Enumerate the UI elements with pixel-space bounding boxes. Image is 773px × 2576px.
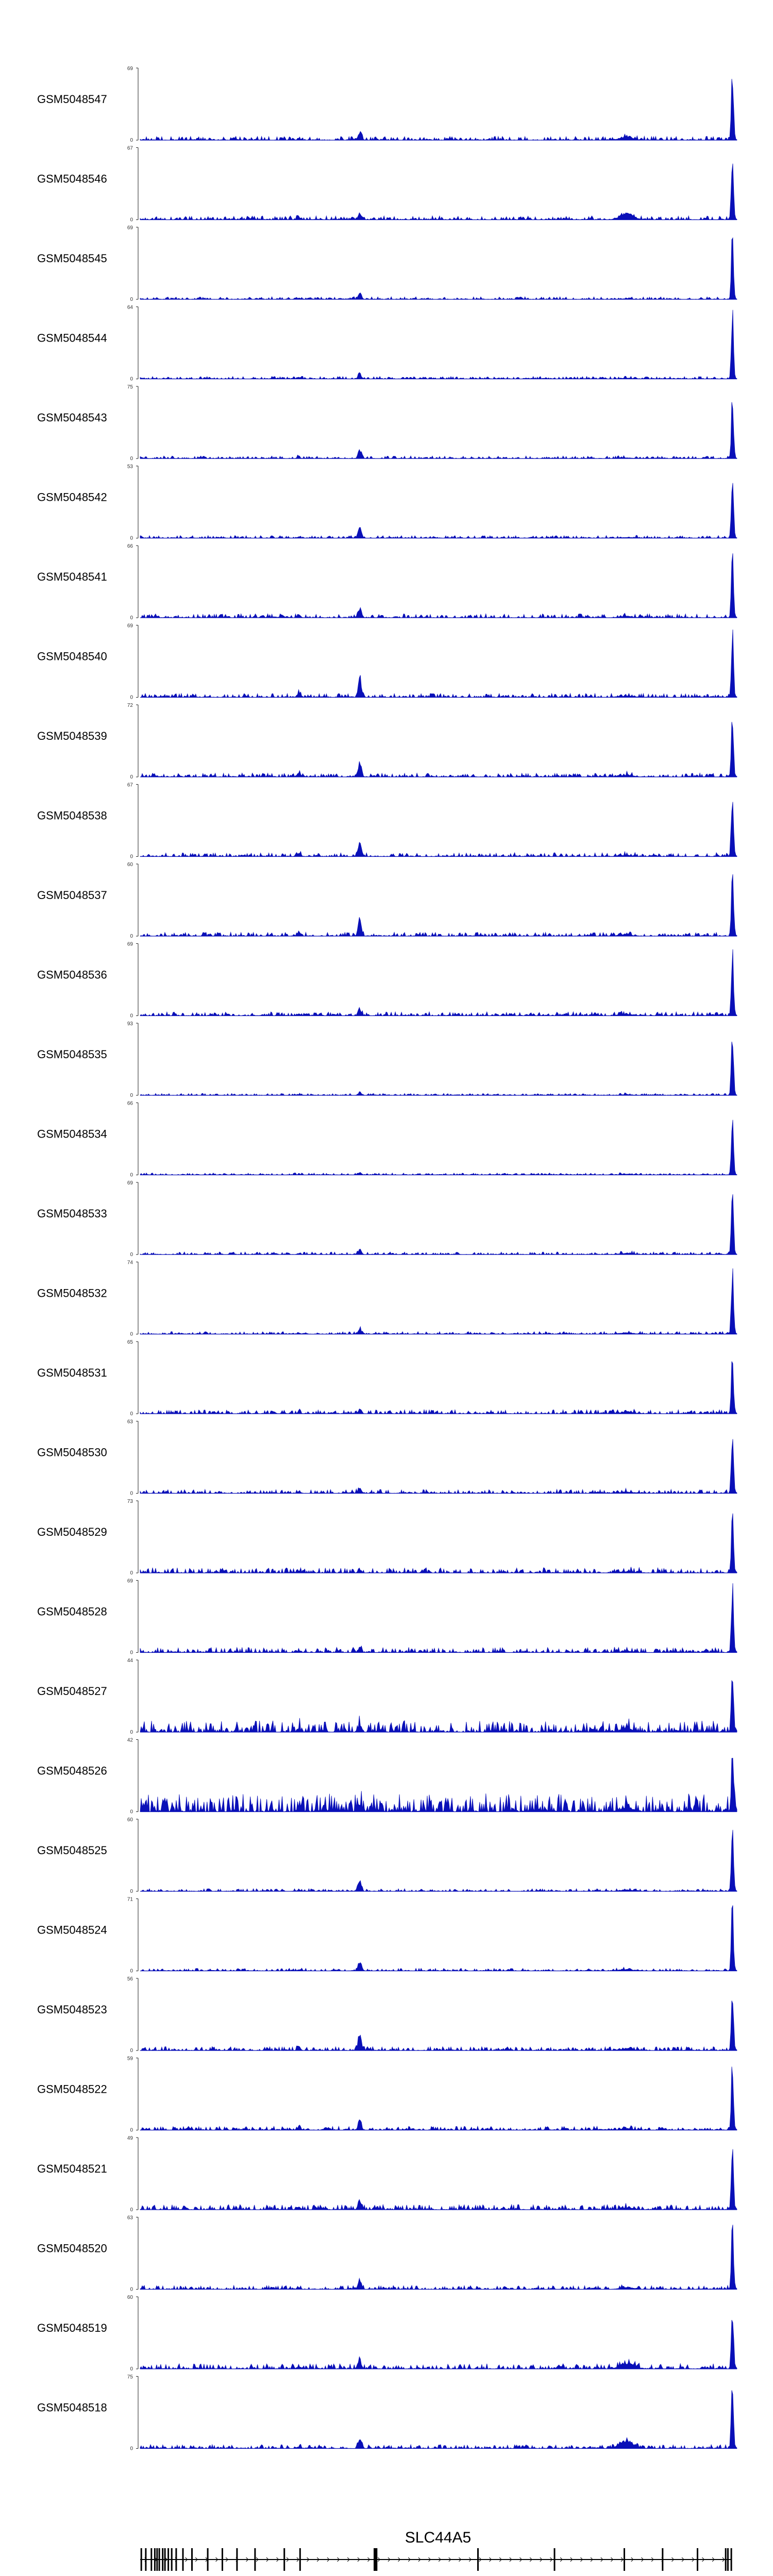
track-GSM5048523 xyxy=(37,1976,737,2054)
y-min-label: 0 xyxy=(130,2207,133,2213)
track-GSM5048544 xyxy=(37,305,737,382)
signal-area xyxy=(140,2225,737,2289)
track-GSM5048529 xyxy=(37,1499,737,1576)
signal-area xyxy=(140,1268,737,1334)
signal-area xyxy=(140,950,737,1016)
track-GSM5048541 xyxy=(37,544,737,621)
gene-exon xyxy=(236,2548,238,2571)
signal-area xyxy=(140,553,737,618)
track-GSM5048519 xyxy=(37,2295,737,2372)
y-max-label: 53 xyxy=(127,464,133,470)
signal-area xyxy=(140,1830,737,1891)
gene-exon xyxy=(554,2548,556,2571)
gene-exon xyxy=(150,2548,152,2571)
track-label: GSM5048546 xyxy=(37,172,107,185)
y-min-label: 0 xyxy=(130,854,133,860)
signal-area xyxy=(140,1362,737,1414)
track-GSM5048539 xyxy=(37,703,737,780)
gene-exon xyxy=(207,2548,209,2571)
track-GSM5048536 xyxy=(37,942,737,1019)
y-max-label: 56 xyxy=(127,1976,133,1982)
track-label: GSM5048544 xyxy=(37,331,107,345)
gene-exon xyxy=(167,2548,169,2571)
signal-area xyxy=(140,2066,737,2130)
track-GSM5048527 xyxy=(37,1658,737,1735)
y-min-label: 0 xyxy=(130,694,133,701)
y-min-label: 0 xyxy=(130,1093,133,1098)
track-label: GSM5048537 xyxy=(37,889,107,902)
y-min-label: 0 xyxy=(130,615,133,621)
track-label: GSM5048530 xyxy=(37,1446,107,1459)
track-label: GSM5048520 xyxy=(37,2242,107,2255)
track-label: GSM5048525 xyxy=(37,1844,107,1857)
y-max-label: 60 xyxy=(127,1817,133,1823)
y-min-label: 0 xyxy=(130,774,133,780)
y-min-label: 0 xyxy=(130,217,133,223)
y-max-label: 65 xyxy=(127,1340,133,1345)
y-max-label: 63 xyxy=(127,1419,133,1425)
track-GSM5048537 xyxy=(37,862,737,939)
track-label: GSM5048519 xyxy=(37,2321,107,2334)
signal-area xyxy=(140,1905,737,1971)
gene-exon xyxy=(164,2548,166,2571)
gene-exon xyxy=(731,2548,732,2571)
y-min-label: 0 xyxy=(130,1809,133,1815)
y-min-label: 0 xyxy=(130,1650,133,1656)
gene-exon xyxy=(159,2548,160,2571)
track-label: GSM5048521 xyxy=(37,2162,107,2175)
signal-area xyxy=(140,1194,737,1255)
y-max-label: 60 xyxy=(127,862,133,868)
y-max-label: 59 xyxy=(127,2056,133,2062)
track-GSM5048540 xyxy=(37,623,737,701)
gene-exon xyxy=(182,2548,184,2571)
track-GSM5048535 xyxy=(37,1021,737,1098)
signal-area xyxy=(140,238,737,299)
y-min-label: 0 xyxy=(130,1252,133,1258)
y-min-label: 0 xyxy=(130,1331,133,1337)
track-GSM5048532 xyxy=(37,1260,737,1337)
signal-area xyxy=(140,79,737,140)
y-max-label: 69 xyxy=(127,941,133,947)
y-max-label: 66 xyxy=(127,544,133,549)
track-label: GSM5048522 xyxy=(37,2082,107,2096)
track-label: GSM5048524 xyxy=(37,1923,107,1937)
track-GSM5048518 xyxy=(37,2375,737,2452)
y-max-label: 64 xyxy=(127,304,133,311)
track-label: GSM5048523 xyxy=(37,2003,107,2016)
y-min-label: 0 xyxy=(130,1570,133,1576)
track-label: GSM5048526 xyxy=(37,1764,107,1777)
gene-exon xyxy=(145,2548,146,2571)
gene-exon xyxy=(154,2548,156,2571)
track-GSM5048547 xyxy=(37,66,737,143)
track-label: GSM5048538 xyxy=(37,809,107,822)
y-max-label: 60 xyxy=(127,2295,133,2300)
gene-exon xyxy=(222,2548,223,2571)
y-min-label: 0 xyxy=(130,934,133,939)
track-GSM5048538 xyxy=(37,783,737,860)
y-max-label: 49 xyxy=(127,2136,133,2141)
y-min-label: 0 xyxy=(130,376,133,382)
track-label: GSM5048527 xyxy=(37,1685,107,1698)
y-max-label: 71 xyxy=(127,1896,133,1903)
gene-exon xyxy=(283,2548,285,2571)
signal-area xyxy=(140,802,737,857)
gene-exon xyxy=(624,2548,625,2571)
signal-area xyxy=(140,2149,737,2210)
signal-tracks xyxy=(37,66,737,2452)
track-label: GSM5048536 xyxy=(37,968,107,981)
gene-exon xyxy=(141,2548,142,2571)
gene-exon xyxy=(162,2548,163,2571)
y-max-label: 42 xyxy=(127,1737,133,1743)
y-min-label: 0 xyxy=(130,297,133,302)
y-max-label: 69 xyxy=(127,66,133,72)
track-GSM5048524 xyxy=(37,1897,737,1974)
y-min-label: 0 xyxy=(130,2048,133,2054)
track-GSM5048531 xyxy=(37,1340,737,1417)
y-max-label: 44 xyxy=(127,1658,133,1664)
y-max-label: 67 xyxy=(127,145,133,151)
track-GSM5048528 xyxy=(37,1579,737,1656)
y-max-label: 75 xyxy=(127,384,133,390)
y-min-label: 0 xyxy=(130,1889,133,1894)
track-label: GSM5048535 xyxy=(37,1048,107,1061)
y-max-label: 73 xyxy=(127,1499,133,1504)
y-min-label: 0 xyxy=(130,1172,133,1178)
y-max-label: 69 xyxy=(127,225,133,231)
track-GSM5048545 xyxy=(37,225,737,302)
track-GSM5048526 xyxy=(37,1738,737,1815)
track-label: GSM5048529 xyxy=(37,1526,107,1538)
signal-area xyxy=(140,1439,737,1493)
gene-label: SLC44A5 xyxy=(405,2529,472,2546)
gene-track xyxy=(140,2529,732,2571)
track-label: GSM5048532 xyxy=(37,1286,107,1300)
y-min-label: 0 xyxy=(130,2446,133,2452)
track-label: GSM5048518 xyxy=(37,2401,107,2414)
signal-area xyxy=(140,722,737,777)
track-label: GSM5048539 xyxy=(37,730,107,742)
track-GSM5048525 xyxy=(37,1817,737,1894)
y-max-label: 74 xyxy=(127,1260,133,1266)
y-min-label: 0 xyxy=(130,1490,133,1497)
y-min-label: 0 xyxy=(130,535,133,541)
signal-area xyxy=(140,402,737,459)
signal-area xyxy=(140,1120,737,1175)
signal-area xyxy=(140,630,737,698)
y-min-label: 0 xyxy=(130,2366,133,2372)
signal-area xyxy=(140,1681,737,1732)
signal-area xyxy=(140,164,737,220)
y-min-label: 0 xyxy=(130,456,133,462)
y-min-label: 0 xyxy=(130,1968,133,1974)
track-GSM5048534 xyxy=(37,1101,737,1178)
track-label: GSM5048531 xyxy=(37,1366,107,1379)
track-label: GSM5048543 xyxy=(37,411,107,424)
signal-area xyxy=(140,2001,737,2050)
y-min-label: 0 xyxy=(130,1411,133,1417)
signal-area xyxy=(140,2391,737,2449)
track-GSM5048520 xyxy=(37,2215,737,2293)
y-max-label: 63 xyxy=(127,2215,133,2221)
gene-exon xyxy=(477,2548,479,2571)
gene-exon xyxy=(299,2548,301,2571)
signal-area xyxy=(140,874,737,936)
track-label: GSM5048540 xyxy=(37,650,107,663)
track-GSM5048542 xyxy=(37,464,737,541)
signal-area xyxy=(140,310,737,379)
track-label: GSM5048541 xyxy=(37,570,107,583)
track-label: GSM5048542 xyxy=(37,490,107,504)
track-GSM5048521 xyxy=(37,2136,737,2213)
gene-exon xyxy=(727,2548,729,2571)
track-label: GSM5048545 xyxy=(37,252,107,265)
y-min-label: 0 xyxy=(130,138,133,143)
y-min-label: 0 xyxy=(130,2127,133,2133)
gene-exon xyxy=(697,2548,698,2571)
y-max-label: 72 xyxy=(127,703,133,708)
gene-exon xyxy=(156,2548,158,2571)
track-label: GSM5048534 xyxy=(37,1127,107,1141)
track-label: GSM5048533 xyxy=(37,1207,107,1220)
gene-exon xyxy=(376,2548,377,2571)
track-GSM5048530 xyxy=(37,1419,737,1497)
y-max-label: 67 xyxy=(127,782,133,788)
gene-exon xyxy=(175,2548,177,2571)
signal-area xyxy=(140,1758,737,1812)
gene-exon xyxy=(171,2548,173,2571)
track-label: GSM5048547 xyxy=(37,93,107,106)
track-GSM5048543 xyxy=(37,384,737,462)
y-max-label: 66 xyxy=(127,1100,133,1107)
y-min-label: 0 xyxy=(130,1730,133,1735)
signal-area xyxy=(140,1514,737,1573)
track-GSM5048533 xyxy=(37,1180,737,1258)
track-GSM5048546 xyxy=(37,146,737,223)
y-max-label: 75 xyxy=(127,2374,133,2380)
signal-area xyxy=(140,1042,737,1095)
y-max-label: 69 xyxy=(127,1578,133,1584)
signal-area xyxy=(140,483,737,538)
signal-area xyxy=(140,1583,737,1652)
y-min-label: 0 xyxy=(130,2286,133,2293)
y-max-label: 69 xyxy=(127,1180,133,1186)
track-GSM5048522 xyxy=(37,2056,737,2133)
track-label: GSM5048528 xyxy=(37,1605,107,1618)
y-max-label: 69 xyxy=(127,623,133,629)
gene-exon xyxy=(254,2548,256,2571)
y-max-label: 93 xyxy=(127,1021,133,1027)
gene-exon xyxy=(191,2548,193,2571)
y-min-label: 0 xyxy=(130,1013,133,1019)
gene-exon xyxy=(662,2548,663,2571)
gene-exon xyxy=(725,2548,727,2571)
signal-area xyxy=(140,2320,737,2369)
